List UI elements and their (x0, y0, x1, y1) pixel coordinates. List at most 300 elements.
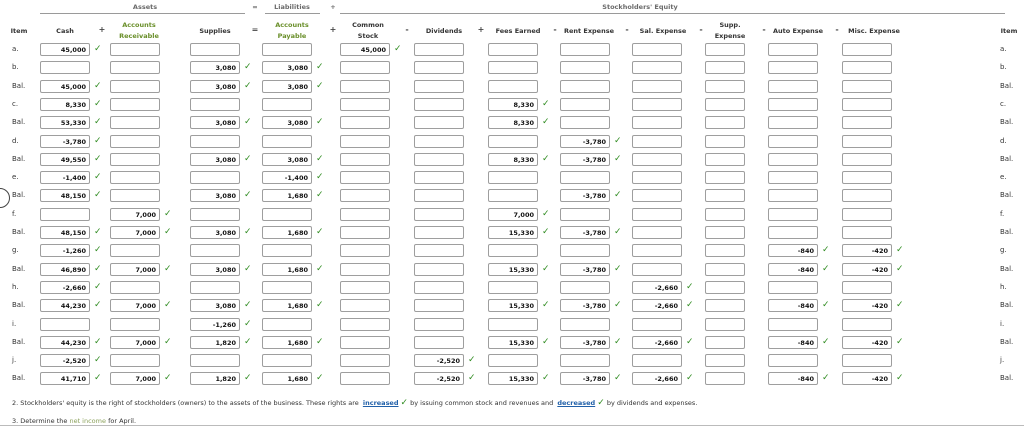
accounts-receivable-input[interactable] (110, 61, 160, 74)
rent-expense-input[interactable] (560, 281, 610, 294)
misc-expense-input[interactable] (842, 171, 892, 184)
fees-earned-input[interactable]: 15,330 (488, 226, 538, 239)
accounts-receivable-input[interactable] (110, 98, 160, 111)
auto-expense-input[interactable] (768, 153, 818, 166)
operator-eq-1: = (251, 25, 259, 34)
cash-input[interactable] (40, 208, 90, 221)
check-icon: ✓ (542, 98, 550, 109)
fees-earned-input[interactable]: 15,330 (488, 299, 538, 312)
misc-expense-input[interactable] (842, 135, 892, 148)
salary-expense-input[interactable] (632, 61, 682, 74)
supplies-input[interactable] (190, 98, 240, 111)
row-label: Bal. (12, 301, 26, 310)
row-label: b. (12, 63, 19, 72)
supplies-input[interactable]: 3,080 (190, 61, 240, 74)
supplies-expense-input[interactable] (705, 244, 745, 257)
supplies-expense-input[interactable] (705, 336, 745, 349)
equals-sign: = (252, 3, 258, 11)
accounts-payable-input[interactable]: 1,680 (262, 226, 312, 239)
accounts-receivable-input[interactable]: 7,000 (110, 372, 160, 385)
check-icon: ✓ (614, 190, 622, 201)
operator-plus-2: + (329, 25, 337, 34)
rent-expense-input[interactable] (560, 61, 610, 74)
rent-expense-input[interactable] (560, 354, 610, 367)
salary-expense-input[interactable] (632, 354, 682, 367)
supplies-input[interactable]: 3,080 (190, 116, 240, 129)
cash-input[interactable]: 44,230 (40, 299, 90, 312)
fees-earned-input[interactable]: 15,330 (488, 263, 538, 276)
rent-expense-input[interactable] (560, 208, 610, 221)
common-stock-input[interactable] (340, 263, 390, 276)
accounts-payable-input[interactable]: 1,680 (262, 372, 312, 385)
accounts-receivable-input[interactable] (110, 189, 160, 202)
header-cs-line1: Common (352, 21, 384, 29)
supplies-input[interactable] (190, 171, 240, 184)
accounts-receivable-input[interactable]: 7,000 (110, 226, 160, 239)
fees-earned-input[interactable]: 8,330 (488, 116, 538, 129)
fees-earned-input[interactable] (488, 171, 538, 184)
accounts-payable-input[interactable] (262, 281, 312, 294)
check-icon: ✓ (94, 117, 102, 128)
accounts-payable-input[interactable]: -1,400 (262, 171, 312, 184)
auto-expense-input[interactable] (768, 281, 818, 294)
dividends-input[interactable] (414, 281, 464, 294)
common-stock-input[interactable] (340, 189, 390, 202)
check-icon: ✓ (896, 300, 904, 311)
cash-input[interactable] (40, 318, 90, 331)
auto-expense-input[interactable]: -840 (768, 336, 818, 349)
common-stock-input[interactable] (340, 208, 390, 221)
dividends-input[interactable]: -2,520 (414, 372, 464, 385)
auto-expense-input[interactable] (768, 61, 818, 74)
plus-sign: + (330, 3, 336, 11)
row-label: i. (12, 319, 17, 328)
cash-input[interactable]: -1,400 (40, 171, 90, 184)
rent-expense-input[interactable] (560, 80, 610, 93)
accounts-receivable-input[interactable] (110, 43, 160, 56)
dividends-input[interactable]: -2,520 (414, 354, 464, 367)
supplies-expense-input[interactable] (705, 318, 745, 331)
common-stock-input[interactable] (340, 318, 390, 331)
supplies-expense-input[interactable] (705, 226, 745, 239)
check-icon: ✓ (244, 153, 252, 164)
cash-input[interactable]: 48,150 (40, 189, 90, 202)
supplies-input[interactable] (190, 244, 240, 257)
auto-expense-input[interactable] (768, 171, 818, 184)
fees-earned-input[interactable] (488, 61, 538, 74)
supplies-input[interactable]: 3,080 (190, 153, 240, 166)
supplies-expense-input[interactable] (705, 263, 745, 276)
row-label-right: Bal. (1000, 301, 1014, 310)
misc-expense-input[interactable] (842, 61, 892, 74)
row-label-right: Bal. (1000, 81, 1014, 90)
check-icon: ✓ (468, 355, 476, 366)
common-stock-input[interactable] (340, 299, 390, 312)
supplies-expense-input[interactable] (705, 281, 745, 294)
check-icon: ✓ (164, 227, 172, 237)
dividends-input[interactable] (414, 116, 464, 129)
accounts-payable-input[interactable] (262, 208, 312, 221)
check-icon: ✓ (164, 300, 172, 311)
row-label-right: Bal. (1000, 228, 1014, 236)
supplies-expense-input[interactable] (705, 299, 745, 312)
rent-expense-input[interactable]: -3,780 (560, 226, 610, 239)
supplies-input[interactable]: 3,080 (190, 299, 240, 312)
check-icon: ✓ (614, 153, 622, 164)
misc-expense-input[interactable] (842, 354, 892, 367)
table-row (0, 134, 1024, 152)
auto-expense-input[interactable] (768, 226, 818, 239)
auto-expense-input[interactable] (768, 135, 818, 148)
cash-input[interactable]: 45,000 (40, 80, 90, 93)
auto-expense-input[interactable]: -840 (768, 263, 818, 276)
auto-expense-input[interactable] (768, 189, 818, 202)
row-label-right: j. (1000, 356, 1005, 365)
supplies-input[interactable] (190, 354, 240, 367)
check-icon: ✓ (316, 190, 324, 201)
rent-expense-input[interactable]: -3,780 (560, 189, 610, 202)
accounts-receivable-input[interactable]: 7,000 (110, 299, 160, 312)
check-icon: ✓ (686, 281, 694, 292)
accounts-receivable-input[interactable] (110, 153, 160, 166)
salary-expense-input[interactable] (632, 189, 682, 202)
operator-minus-3: - (625, 25, 629, 34)
table-row (0, 79, 1024, 97)
accounts-receivable-input[interactable] (110, 135, 160, 148)
rent-expense-input[interactable]: -3,780 (560, 135, 610, 148)
misc-expense-input[interactable]: -420 (842, 244, 892, 257)
check-icon: ✓ (542, 336, 550, 347)
auto-expense-input[interactable]: -840 (768, 299, 818, 312)
misc-expense-input[interactable] (842, 208, 892, 221)
row-label-right: Bal. (1000, 374, 1014, 383)
accounts-payable-input[interactable]: 1,680 (262, 336, 312, 349)
auto-expense-input[interactable] (768, 208, 818, 221)
salary-expense-input[interactable] (632, 226, 682, 239)
cash-input[interactable]: 45,000 (40, 43, 90, 56)
liabilities-group-line (265, 13, 320, 14)
accounts-receivable-input[interactable] (110, 171, 160, 184)
misc-expense-input[interactable] (842, 226, 892, 239)
header-supp-line2: Expense (714, 32, 746, 40)
common-stock-input[interactable] (340, 244, 390, 257)
cash-input[interactable]: 8,330 (40, 98, 90, 111)
dividends-input[interactable] (414, 135, 464, 148)
supplies-expense-input[interactable] (705, 80, 745, 93)
cash-input[interactable] (40, 61, 90, 74)
rent-expense-input[interactable]: -3,780 (560, 336, 610, 349)
supplies-expense-input[interactable] (705, 189, 745, 202)
check-icon: ✓ (94, 190, 102, 201)
rent-expense-input[interactable] (560, 244, 610, 257)
row-label: Bal. (12, 191, 26, 200)
common-stock-input[interactable] (340, 135, 390, 148)
check-icon: ✓ (94, 355, 102, 366)
accounts-receivable-input[interactable]: 7,000 (110, 208, 160, 221)
dividends-input[interactable] (414, 171, 464, 184)
common-stock-input[interactable]: 45,000 (340, 43, 390, 56)
accounts-payable-input[interactable] (262, 244, 312, 257)
supplies-expense-input[interactable] (705, 61, 745, 74)
fees-earned-input[interactable]: 15,330 (488, 372, 538, 385)
salary-expense-input[interactable] (632, 171, 682, 184)
supplies-expense-input[interactable] (705, 116, 745, 129)
supplies-expense-input[interactable] (705, 208, 745, 221)
answer-2-check-icon: ✓ (597, 398, 605, 408)
rent-expense-input[interactable]: -3,780 (560, 372, 610, 385)
common-stock-input[interactable] (340, 61, 390, 74)
table-row (0, 280, 1024, 298)
header-ap-line1: Accounts (275, 21, 309, 29)
dividends-input[interactable] (414, 263, 464, 276)
misc-expense-input[interactable] (842, 189, 892, 202)
check-icon: ✓ (244, 117, 252, 128)
salary-expense-input[interactable] (632, 135, 682, 148)
supplies-input[interactable] (190, 43, 240, 56)
check-icon: ✓ (822, 263, 830, 274)
header-item: Item (10, 26, 28, 35)
rent-expense-input[interactable]: -3,780 (560, 263, 610, 276)
accounts-payable-input[interactable] (262, 354, 312, 367)
salary-expense-input[interactable]: -2,660 (632, 281, 682, 294)
accounts-receivable-input[interactable] (110, 281, 160, 294)
rent-expense-input[interactable] (560, 98, 610, 111)
supplies-input[interactable] (190, 208, 240, 221)
header-ar-line1: Accounts (122, 21, 156, 29)
common-stock-input[interactable] (340, 80, 390, 93)
common-stock-input[interactable] (340, 171, 390, 184)
cash-input[interactable]: 53,330 (40, 116, 90, 129)
salary-expense-input[interactable] (632, 318, 682, 331)
misc-expense-input[interactable] (842, 80, 892, 93)
table-row (0, 170, 1024, 188)
dividends-input[interactable] (414, 318, 464, 331)
cash-input[interactable]: -2,660 (40, 281, 90, 294)
row-label: g. (12, 246, 19, 255)
common-stock-input[interactable] (340, 372, 390, 385)
common-stock-input[interactable] (340, 281, 390, 294)
cash-input[interactable]: 46,890 (40, 263, 90, 276)
rent-expense-input[interactable]: -3,780 (560, 153, 610, 166)
salary-expense-input[interactable] (632, 244, 682, 257)
supplies-expense-input[interactable] (705, 372, 745, 385)
supplies-input[interactable]: 3,080 (190, 189, 240, 202)
supplies-input[interactable]: 3,080 (190, 80, 240, 93)
cash-input[interactable]: 49,550 (40, 153, 90, 166)
dividends-input[interactable] (414, 80, 464, 93)
supplies-input[interactable] (190, 281, 240, 294)
salary-expense-input[interactable] (632, 43, 682, 56)
supplies-input[interactable]: 3,080 (190, 226, 240, 239)
row-label-right: c. (1000, 99, 1007, 108)
misc-expense-input[interactable]: -420 (842, 336, 892, 349)
misc-expense-input[interactable]: -420 (842, 299, 892, 312)
fees-earned-input[interactable] (488, 135, 538, 148)
check-icon: ✓ (94, 263, 102, 274)
row-label: Bal. (12, 264, 26, 273)
supplies-expense-input[interactable] (705, 171, 745, 184)
accounts-payable-input[interactable]: 1,680 (262, 263, 312, 276)
accounts-payable-input[interactable]: 1,680 (262, 189, 312, 202)
cash-input[interactable]: -1,260 (40, 244, 90, 257)
auto-expense-input[interactable] (768, 98, 818, 111)
fees-earned-input[interactable] (488, 281, 538, 294)
salary-expense-input[interactable] (632, 208, 682, 221)
check-icon: ✓ (244, 300, 252, 311)
table-row (0, 353, 1024, 371)
cash-input[interactable]: -3,780 (40, 135, 90, 148)
dividends-input[interactable] (414, 336, 464, 349)
salary-expense-input[interactable]: -2,660 (632, 299, 682, 312)
fees-earned-input[interactable] (488, 80, 538, 93)
fees-earned-input[interactable]: 8,330 (488, 98, 538, 111)
salary-expense-input[interactable] (632, 263, 682, 276)
misc-expense-input[interactable] (842, 43, 892, 56)
answer-decreased-select[interactable]: decreased (557, 399, 596, 407)
supplies-expense-input[interactable] (705, 354, 745, 367)
dividends-input[interactable] (414, 189, 464, 202)
auto-expense-input[interactable] (768, 318, 818, 331)
accounts-payable-input[interactable]: 3,080 (262, 153, 312, 166)
check-icon: ✓ (94, 373, 102, 384)
supplies-input[interactable] (190, 135, 240, 148)
supplies-input[interactable]: 1,820 (190, 372, 240, 385)
misc-expense-input[interactable] (842, 98, 892, 111)
table-row (0, 115, 1024, 133)
auto-expense-input[interactable] (768, 80, 818, 93)
common-stock-input[interactable] (340, 153, 390, 166)
cash-input[interactable]: 44,230 (40, 336, 90, 349)
misc-expense-input[interactable] (842, 281, 892, 294)
accounts-payable-input[interactable] (262, 98, 312, 111)
dividends-input[interactable] (414, 61, 464, 74)
fees-earned-input[interactable] (488, 318, 538, 331)
accounts-payable-input[interactable] (262, 43, 312, 56)
accounts-payable-input[interactable]: 3,080 (262, 116, 312, 129)
accounts-receivable-input[interactable] (110, 318, 160, 331)
dividends-input[interactable] (414, 153, 464, 166)
row-label: Bal. (12, 228, 26, 236)
common-stock-input[interactable] (340, 226, 390, 239)
salary-expense-input[interactable] (632, 80, 682, 93)
accounts-receivable-input[interactable] (110, 354, 160, 367)
check-icon: ✓ (94, 98, 102, 109)
check-icon: ✓ (394, 44, 402, 54)
fees-earned-input[interactable]: 7,000 (488, 208, 538, 221)
accounts-payable-input[interactable] (262, 318, 312, 331)
supplies-input[interactable]: 3,080 (190, 263, 240, 276)
fees-earned-input[interactable] (488, 354, 538, 367)
row-label-right: f. (1000, 209, 1005, 218)
table-row (0, 42, 1024, 60)
cash-input[interactable]: 48,150 (40, 226, 90, 239)
fees-earned-input[interactable] (488, 244, 538, 257)
check-icon: ✓ (164, 263, 172, 274)
auto-expense-input[interactable] (768, 354, 818, 367)
common-stock-input[interactable] (340, 354, 390, 367)
supplies-expense-input[interactable] (705, 43, 745, 56)
supplies-expense-input[interactable] (705, 153, 745, 166)
accounts-payable-input[interactable]: 3,080 (262, 80, 312, 93)
auto-expense-input[interactable]: -840 (768, 244, 818, 257)
salary-expense-input[interactable] (632, 116, 682, 129)
rent-expense-input[interactable] (560, 318, 610, 331)
auto-expense-input[interactable] (768, 43, 818, 56)
misc-expense-input[interactable]: -420 (842, 263, 892, 276)
auto-expense-input[interactable] (768, 116, 818, 129)
dividends-input[interactable] (414, 43, 464, 56)
common-stock-input[interactable] (340, 336, 390, 349)
fees-earned-input[interactable] (488, 43, 538, 56)
check-icon: ✓ (94, 227, 102, 237)
salary-expense-input[interactable] (632, 153, 682, 166)
check-icon: ✓ (316, 117, 324, 128)
supplies-expense-input[interactable] (705, 135, 745, 148)
accounts-receivable-input[interactable]: 7,000 (110, 263, 160, 276)
operator-minus-5: - (762, 25, 766, 34)
check-icon: ✓ (164, 336, 172, 347)
check-icon: ✓ (316, 62, 324, 73)
row-label: d. (12, 136, 19, 145)
supplies-input[interactable]: -1,260 (190, 318, 240, 331)
check-icon: ✓ (686, 300, 694, 311)
misc-expense-input[interactable]: -420 (842, 372, 892, 385)
rent-expense-input[interactable] (560, 171, 610, 184)
check-icon: ✓ (614, 300, 622, 311)
accounts-receivable-input[interactable] (110, 116, 160, 129)
rent-expense-input[interactable] (560, 43, 610, 56)
supplies-input[interactable]: 1,820 (190, 336, 240, 349)
salary-expense-input[interactable] (632, 98, 682, 111)
check-icon: ✓ (822, 245, 830, 256)
accounts-receivable-input[interactable] (110, 244, 160, 257)
salary-expense-input[interactable]: -2,660 (632, 372, 682, 385)
salary-expense-input[interactable]: -2,660 (632, 336, 682, 349)
dividends-input[interactable] (414, 98, 464, 111)
dividends-input[interactable] (414, 244, 464, 257)
rent-expense-input[interactable]: -3,780 (560, 299, 610, 312)
accounts-payable-input[interactable]: 1,680 (262, 299, 312, 312)
question-2-suffix: by dividends and expenses. (606, 399, 698, 407)
answer-increased-select[interactable]: increased (362, 399, 399, 407)
fees-earned-input[interactable]: 15,330 (488, 336, 538, 349)
dividends-input[interactable] (414, 226, 464, 239)
header-dividends: Dividends (425, 26, 463, 35)
supplies-expense-input[interactable] (705, 98, 745, 111)
dividends-input[interactable] (414, 299, 464, 312)
dividends-input[interactable] (414, 208, 464, 221)
misc-expense-input[interactable] (842, 153, 892, 166)
fees-earned-input[interactable]: 8,330 (488, 153, 538, 166)
accounts-receivable-input[interactable] (110, 80, 160, 93)
row-label-right: b. (1000, 63, 1007, 72)
auto-expense-input[interactable]: -840 (768, 372, 818, 385)
misc-expense-input[interactable] (842, 116, 892, 129)
fees-earned-input[interactable] (488, 189, 538, 202)
cash-input[interactable]: 41,710 (40, 372, 90, 385)
rent-expense-input[interactable] (560, 116, 610, 129)
check-icon: ✓ (542, 373, 550, 384)
accounts-payable-input[interactable]: 3,080 (262, 61, 312, 74)
check-icon: ✓ (614, 227, 622, 237)
common-stock-input[interactable] (340, 116, 390, 129)
accounts-payable-input[interactable] (262, 135, 312, 148)
misc-expense-input[interactable] (842, 318, 892, 331)
cash-input[interactable]: -2,520 (40, 354, 90, 367)
common-stock-input[interactable] (340, 98, 390, 111)
accounts-receivable-input[interactable]: 7,000 (110, 336, 160, 349)
check-icon: ✓ (244, 336, 252, 347)
